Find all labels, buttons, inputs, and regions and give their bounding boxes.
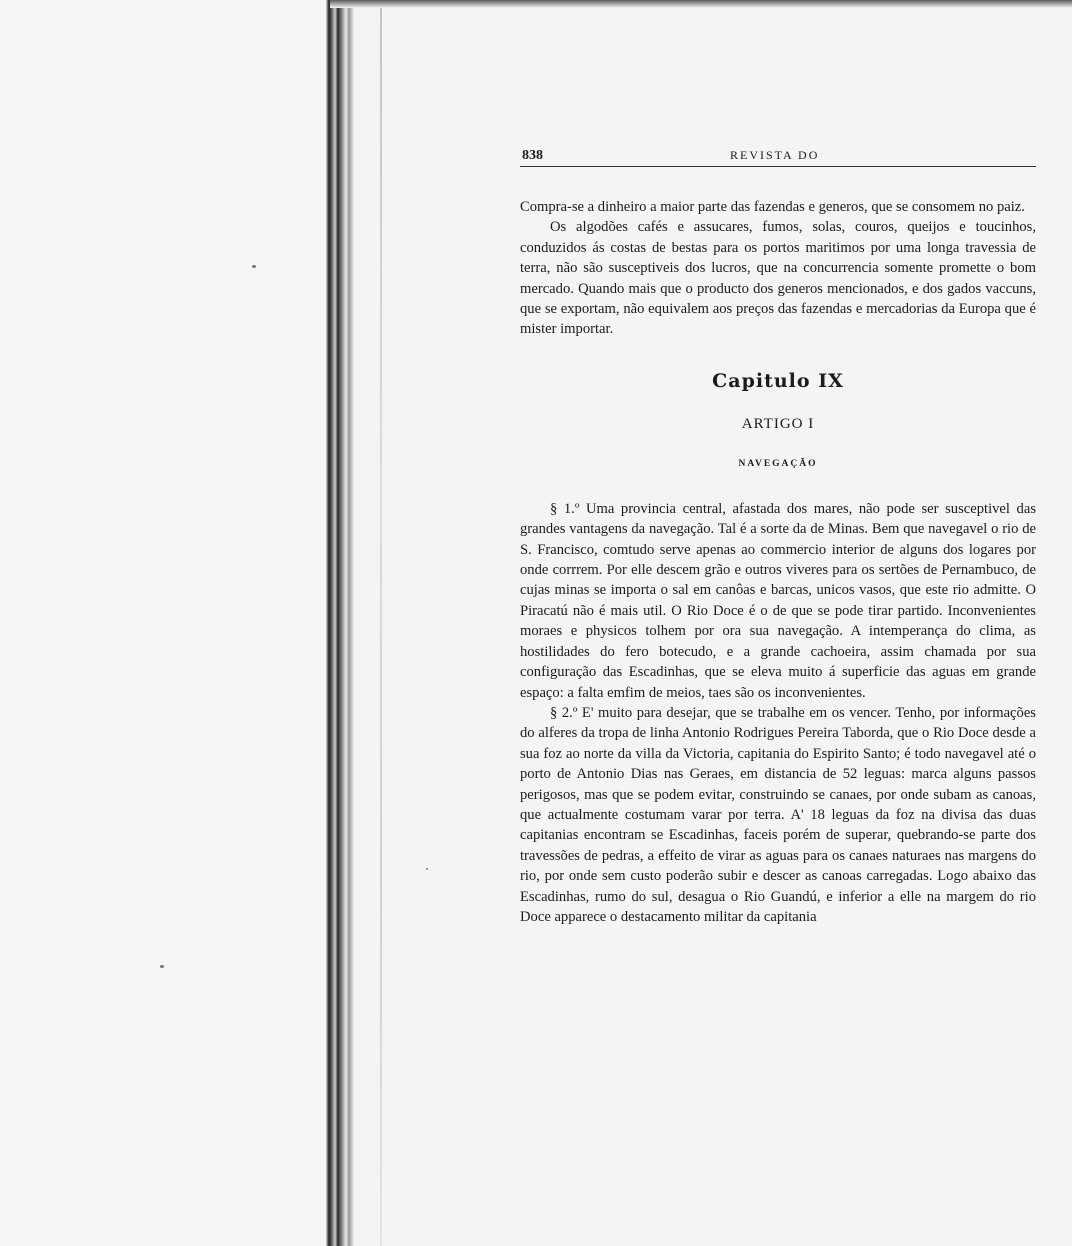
book-gutter (326, 0, 354, 1246)
section-body (520, 499, 1036, 928)
book-page (520, 140, 1036, 927)
page-fold-shadow (380, 0, 382, 1246)
left-page-margin (0, 0, 332, 1246)
page-top-edge (330, 0, 1072, 8)
paper-speck (426, 868, 428, 870)
paragraph: Os algodões cafés e assucares, fumos, solas, couros, queijos e toucinhos, conduzidos ás costas de bestas para os portos maritimos por uma longa travessia de terra, não são susceptiveis dos lucros, que na concurrencia somente promette o bom mercado. Quando mais que o producto dos generos mencionados, e dos gados vaccuns, que se exportam, não equivalem aos preços das fazendas e mercadorias da Europa que é mister importar. (520, 219, 1036, 338)
chapter-title: Capitulo IX (712, 369, 844, 392)
page-number: 838 (522, 148, 543, 163)
body-text-top (520, 197, 1036, 340)
paper-speck (160, 965, 164, 968)
section-title: NAVEGAÇÃO (738, 458, 818, 469)
running-head (520, 140, 1036, 167)
paragraph: Compra-se a dinheiro a maior parte das fazendas e generos, que se consomem no paiz. (520, 199, 1025, 215)
paragraph: § 2.º E' muito para desejar, que se trabalhe em os vencer. Tenho, por informações do alferes da tropa de linha Antonio Rodrigues Pereira Taborda, que o Rio Doce desde a sua foz ao norte da villa da Victoria, capitania do Espirito Santo; é todo navegavel até o porto de Antonio Dias nas Geraes, em distancia de 52 leguas: marca alguns passos perigosos, mas que se podem evitar, construindo se canaes, por onde subam as canoas, que actualmente costumam varar por terra. A' 18 leguas da foz na divisa das duas capitanias encontram se Escadinhas, faceis porém de superar, quebrando-se parte dos travessões de pedras, a effeito de virar as aguas para os canaes naturaes nas margens do rio, por onde sem custo poderão subir e descer as canoas carregadas. Logo abaixo das Escadinhas, rumo do sul, desagua o Rio Guandú, e inferior a elle na margem do rio Doce apparece o destacamento militar da capitania (520, 704, 1036, 925)
paper-speck (252, 265, 256, 268)
paragraph: § 1.º Uma provincia central, afastada dos mares, não pode ser susceptivel das grandes vantagens da navegação. Tal é a sorte da de Minas. Bem que navegavel o rio de S. Francisco, comtudo serve apenas ao commercio interior de alguns dos logares por onde corrrem. Por elle descem grão e outros viveres para os sertões de Pernambuco, de cujas minas se importa o sal em canôas e barcas, unicos vasos, que este rio admitte. O Piracatú não é mais util. O Rio Doce é o de que se pode tirar partido. Inconvenientes moraes e physicos tolhem por ora sua navegação. A intemperança do clima, as hostilidades do fero botecudo, e a grande cachoeira, assim chamada por sua configuração das Escadinhas, que se eleva muito á superficie das aguas em grande espaço: a falta emfim de meios, taes são os inconvenientes. (520, 500, 1036, 701)
article-title: ARTIGO I (741, 415, 815, 432)
running-head-title: REVISTA DO (730, 148, 820, 162)
